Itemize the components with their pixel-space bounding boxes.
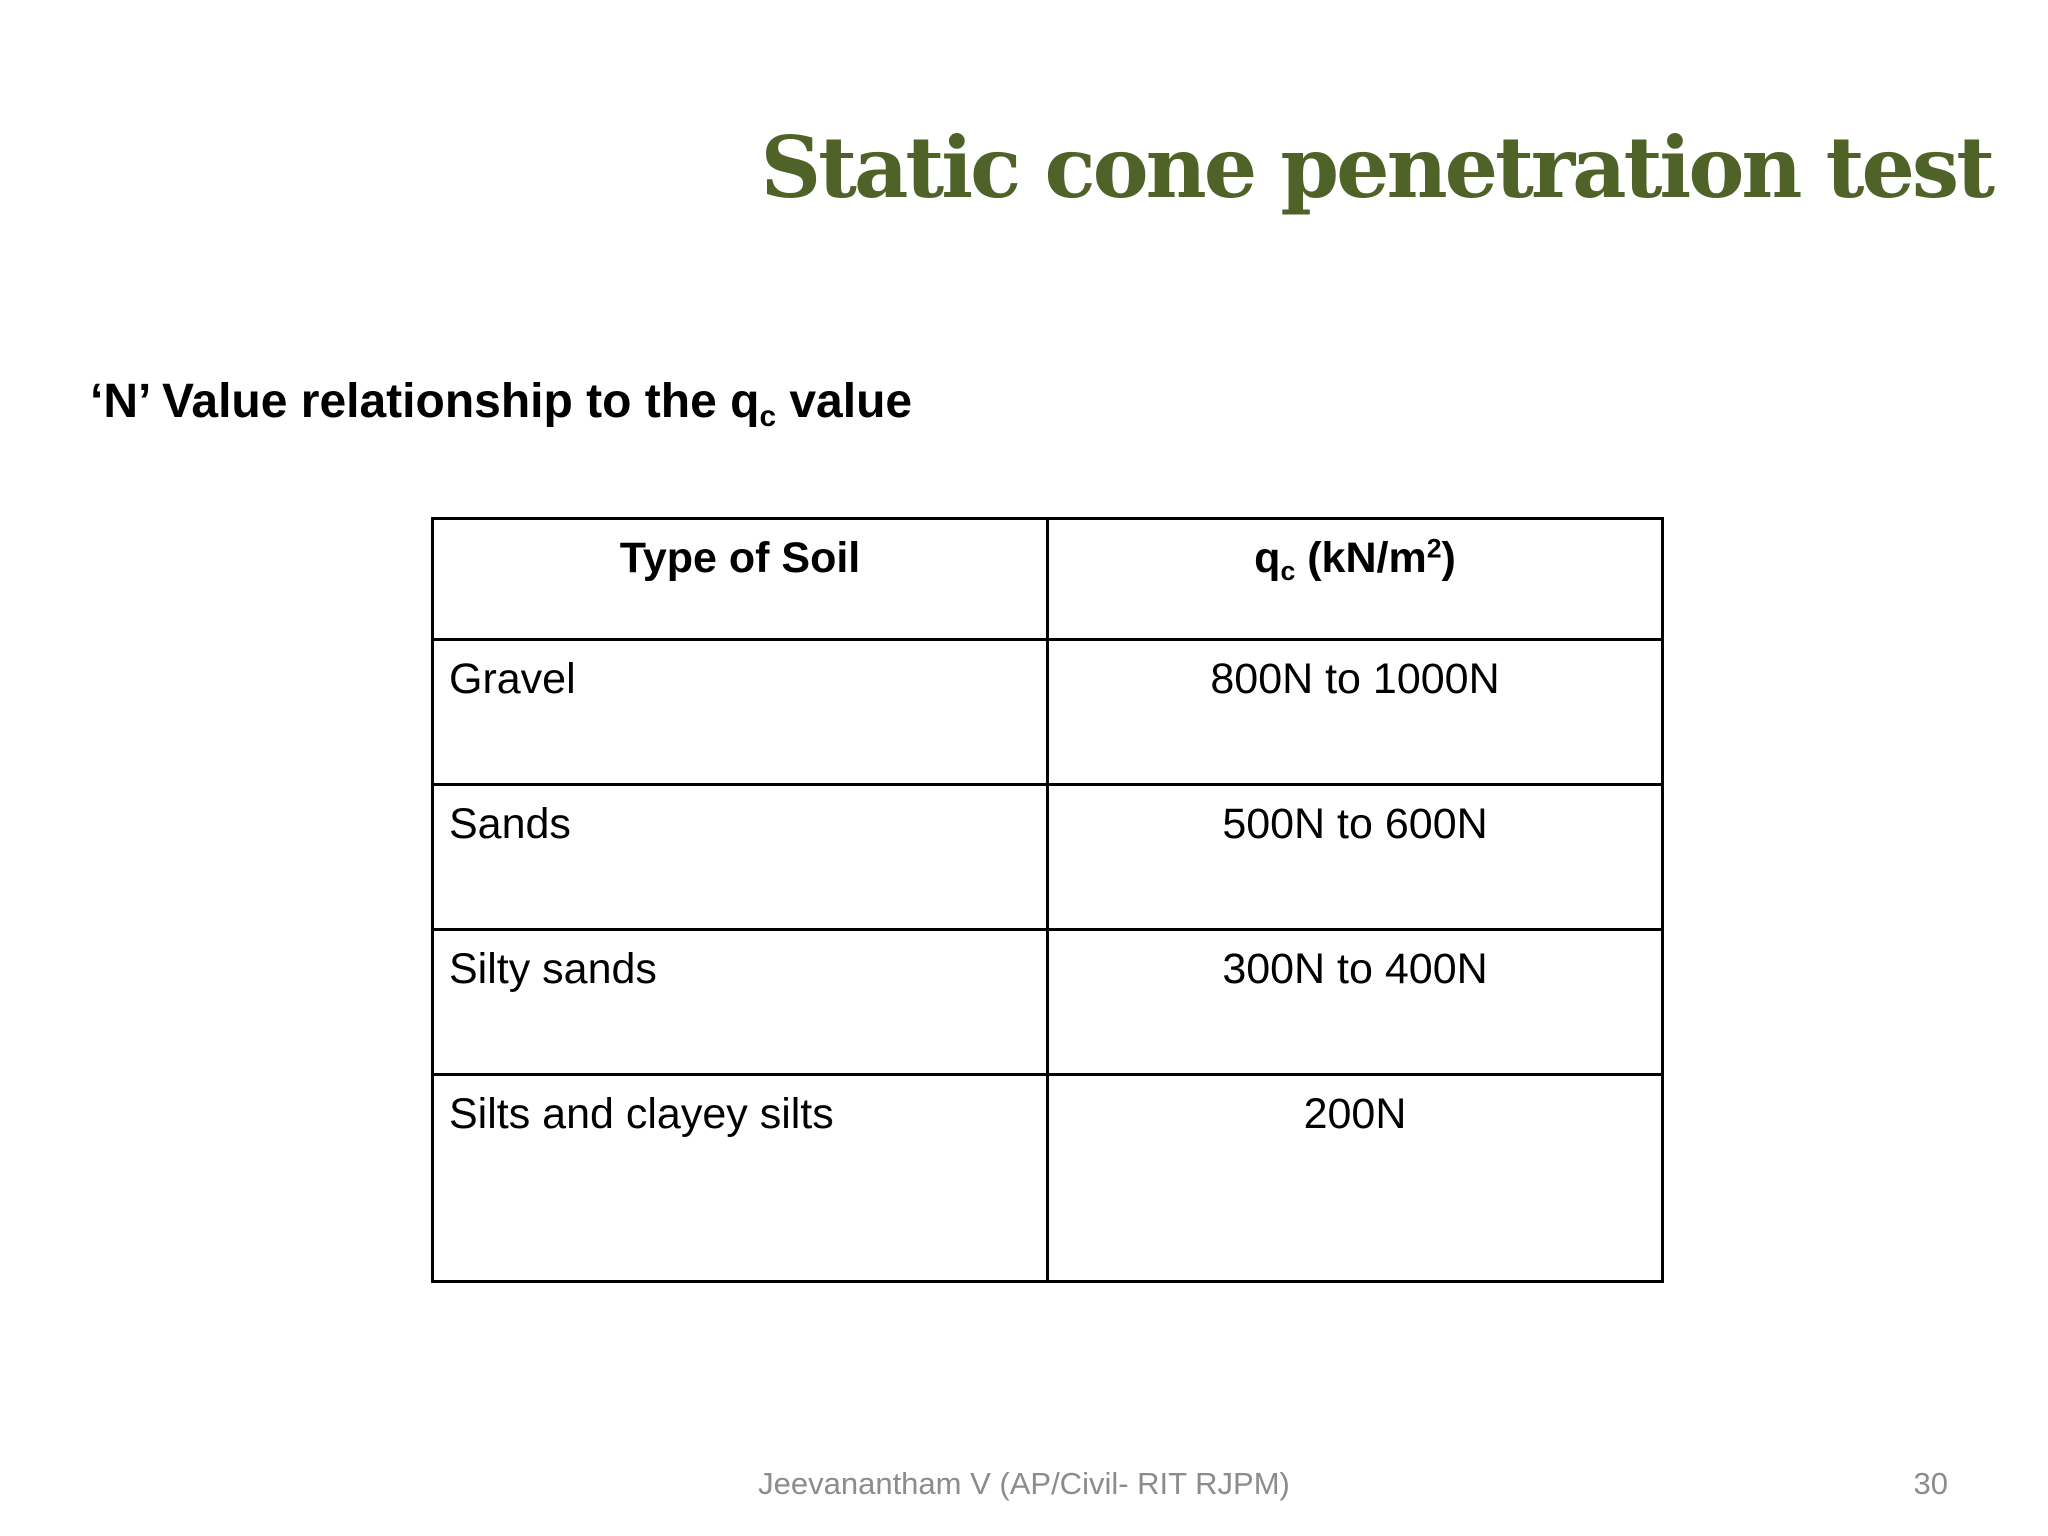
soil-type-cell: Silty sands bbox=[433, 930, 1048, 1075]
header-soil-type: Type of Soil bbox=[433, 519, 1048, 640]
table-row bbox=[433, 785, 1663, 930]
header-qc bbox=[1048, 519, 1663, 640]
qc-value-cell: 800N to 1000N bbox=[1048, 640, 1663, 785]
soil-type-cell: Sands bbox=[433, 785, 1048, 930]
soil-qc-table bbox=[431, 517, 1664, 1283]
header-qc-close: ) bbox=[1441, 534, 1456, 582]
qc-value-cell: 200N bbox=[1048, 1075, 1663, 1282]
subheading-prefix: ‘N’ Value relationship to the q bbox=[90, 375, 760, 428]
header-qc-superscript: 2 bbox=[1426, 533, 1442, 564]
table-row bbox=[433, 930, 1663, 1075]
soil-type-cell: Gravel bbox=[433, 640, 1048, 785]
qc-value-cell: 500N to 600N bbox=[1048, 785, 1663, 930]
table-header-row bbox=[433, 519, 1663, 640]
subheading-suffix: value bbox=[776, 375, 913, 428]
header-qc-subscript: c bbox=[1280, 555, 1296, 586]
page-number: 30 bbox=[1913, 1466, 1948, 1501]
footer-author: Jeevanantham V (AP/Civil- RIT RJPM) bbox=[758, 1466, 1290, 1501]
header-qc-unit: (kN/m bbox=[1295, 534, 1427, 582]
header-qc-main: q bbox=[1254, 534, 1281, 582]
table-row bbox=[433, 1075, 1663, 1282]
subheading bbox=[90, 374, 913, 433]
qc-value-cell: 300N to 400N bbox=[1048, 930, 1663, 1075]
slide-title: Static cone penetration test bbox=[760, 118, 1992, 217]
soil-type-cell: Silts and clayey silts bbox=[433, 1075, 1048, 1282]
subheading-subscript: c bbox=[759, 399, 776, 433]
table-row bbox=[433, 640, 1663, 785]
